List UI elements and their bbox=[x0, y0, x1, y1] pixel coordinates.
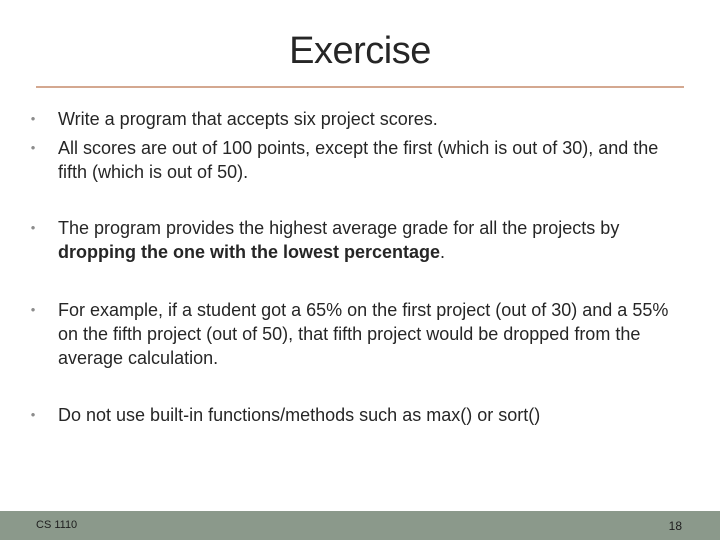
bullet-item bbox=[58, 136, 688, 184]
bullet-icon bbox=[26, 403, 40, 427]
bullet-text-tail: . bbox=[440, 242, 446, 262]
bullet-item bbox=[58, 403, 688, 427]
bullet-text: Write a program that accepts six project scores. bbox=[58, 109, 438, 129]
bullet-icon bbox=[26, 136, 40, 160]
footer-bar bbox=[0, 511, 720, 540]
bullet-text: All scores are out of 100 points, except the first (which is out of 30), and the fifth (which is out of 50). bbox=[58, 138, 659, 182]
bullet-item bbox=[58, 216, 688, 264]
bullet-text: Do not use built-in functions/methods such as max() or sort() bbox=[58, 405, 541, 425]
bullet-text: For example, if a student got a 65% on the first project (out of 30) and a 55% on the fifth project (out of 50), that fifth project would be dropped from the average calculation. bbox=[58, 300, 669, 368]
bullet-item bbox=[58, 298, 688, 370]
page-number: 18 bbox=[668, 519, 682, 533]
course-label: CS 1110 bbox=[36, 519, 78, 531]
bullet-icon bbox=[26, 298, 40, 322]
slide-title: Exercise bbox=[289, 30, 431, 72]
bullet-item bbox=[58, 107, 688, 131]
bullet-text-lead: The program provides the highest average grade for all the projects by bbox=[58, 218, 620, 238]
bullet-text-emphasis: dropping the one with the lowest percentage bbox=[58, 242, 441, 262]
bullet-icon bbox=[26, 216, 40, 240]
bullet-icon bbox=[26, 107, 40, 131]
